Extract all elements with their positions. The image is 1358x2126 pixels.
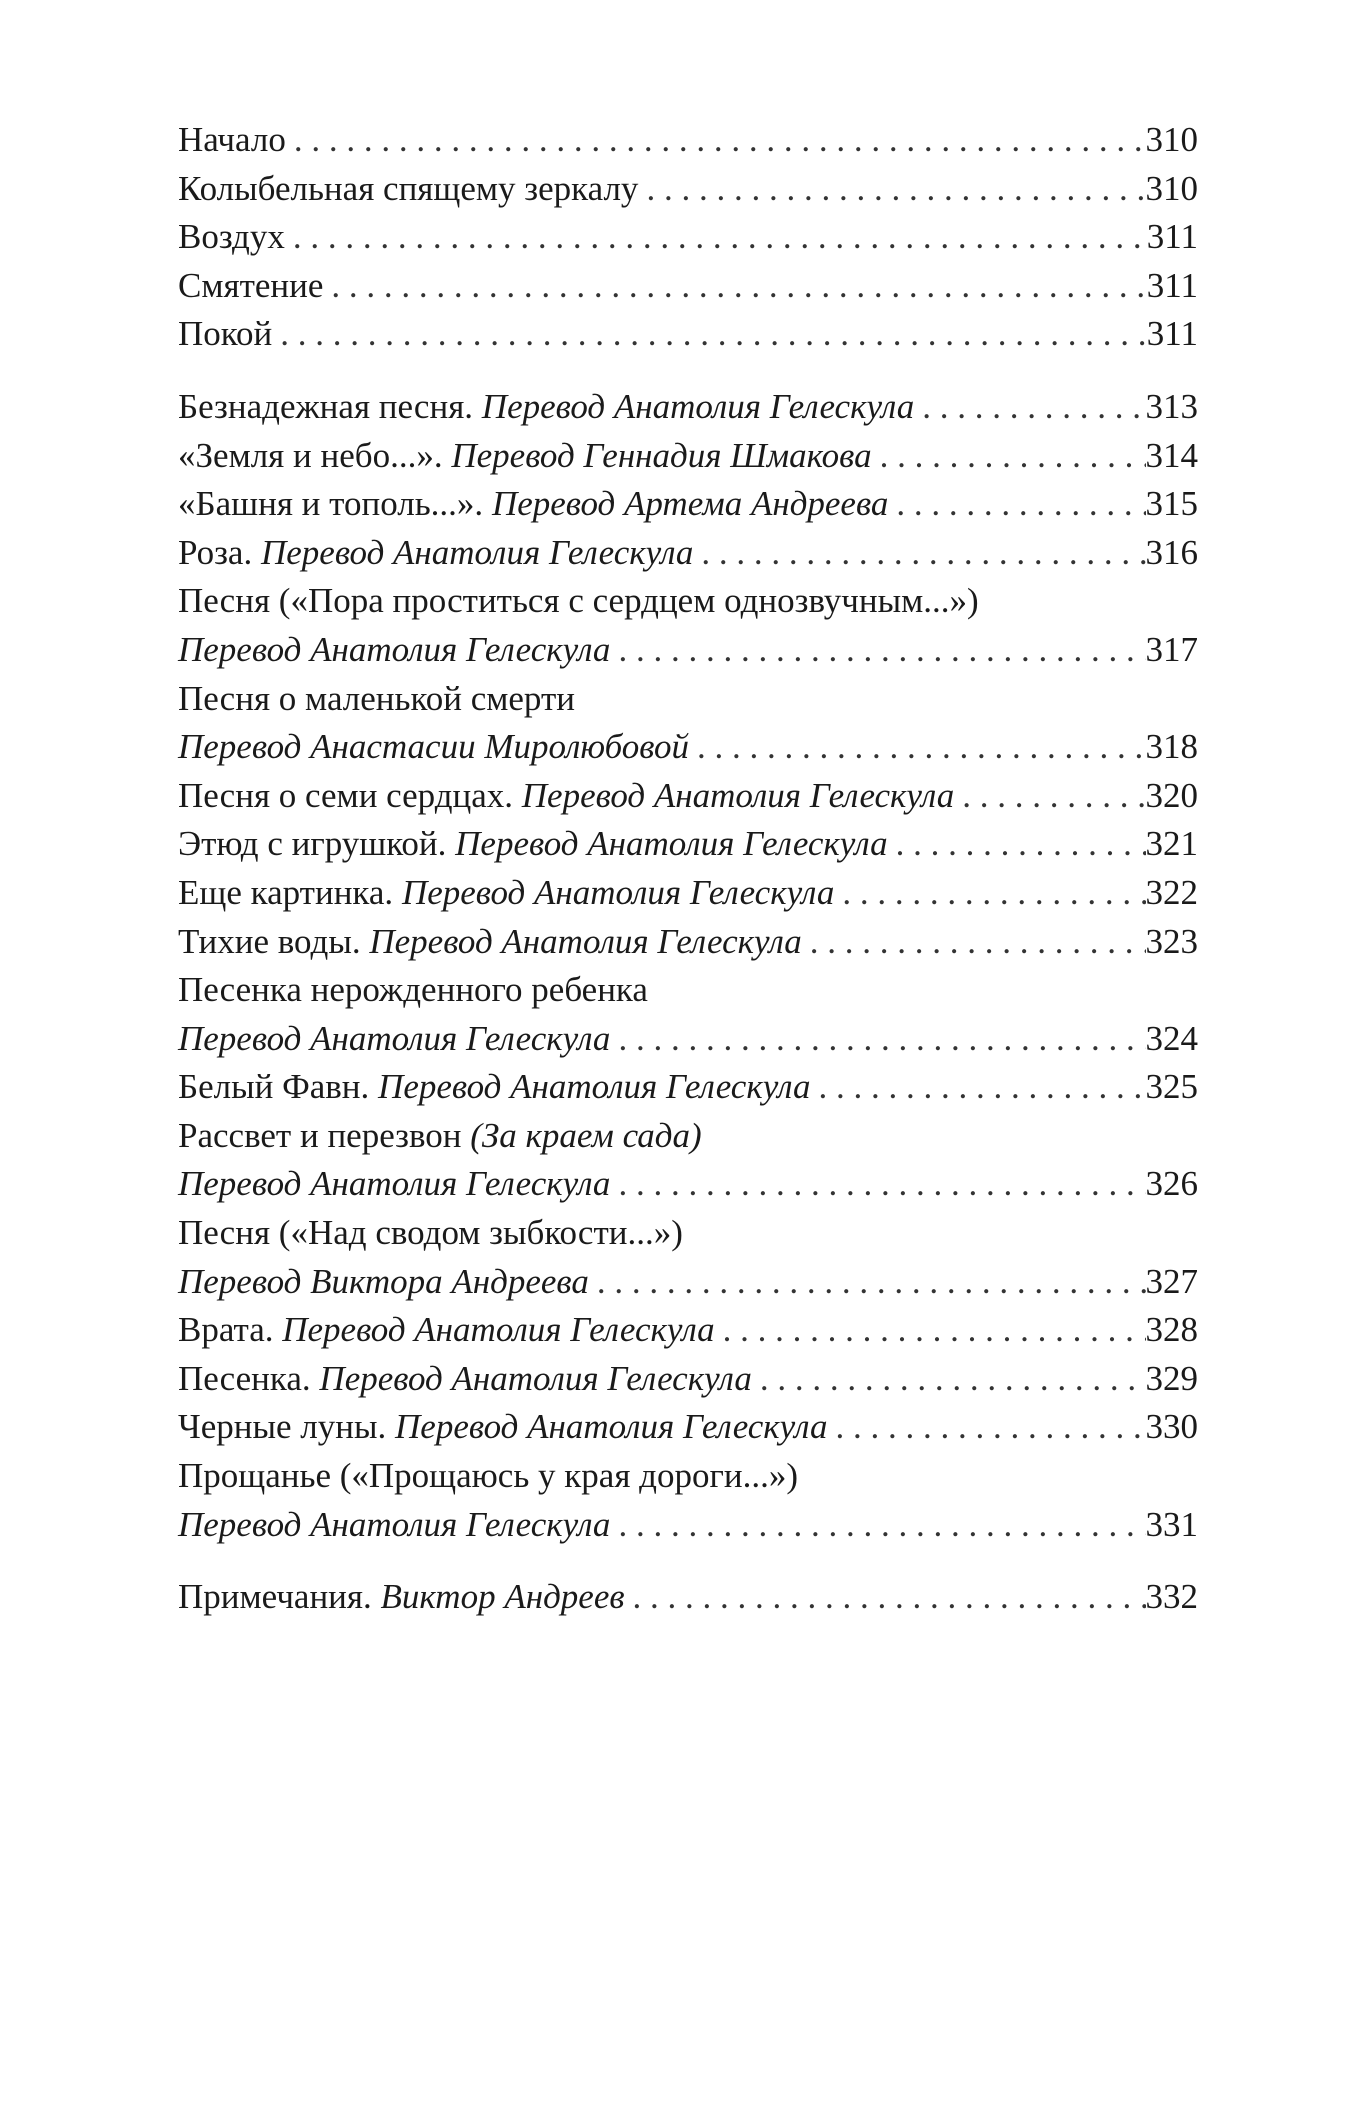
dot-leader bbox=[914, 383, 1145, 432]
dot-leader bbox=[810, 1063, 1145, 1112]
toc-entry bbox=[178, 310, 1198, 359]
entry-subtitle: (За краем сада) bbox=[470, 1115, 702, 1155]
dot-leader bbox=[872, 432, 1146, 481]
toc-entry bbox=[178, 1573, 1198, 1622]
entry-title-with-translator bbox=[178, 480, 888, 529]
page-number: 327 bbox=[1145, 1261, 1198, 1301]
toc-entry-title-line bbox=[178, 966, 1198, 1015]
page-number: 328 bbox=[1145, 1310, 1198, 1350]
toc-entry bbox=[178, 1306, 1198, 1355]
toc-entry-title-line bbox=[178, 1112, 1198, 1161]
toc-entry bbox=[178, 116, 1198, 165]
entry-translator: Перевод Виктора Андреева bbox=[178, 1261, 589, 1301]
entry-title: Покой bbox=[178, 314, 273, 354]
entry-translator: Перевод Анатолия Гелескула bbox=[521, 775, 955, 815]
entry-translator: Перевод Анатолия Гелескула bbox=[395, 1407, 828, 1447]
entry-title: Безнадежная песня. bbox=[178, 386, 474, 426]
entry-title-with-translator bbox=[178, 1306, 715, 1355]
entry-title-with-subtitle bbox=[178, 1112, 702, 1161]
dot-leader bbox=[285, 213, 1147, 262]
page-number: 311 bbox=[1146, 314, 1198, 354]
toc-entry-translator-line bbox=[178, 1160, 1198, 1209]
entry-title-with-translator bbox=[178, 1355, 752, 1404]
entry-title: Начало bbox=[178, 120, 286, 159]
dot-leader bbox=[323, 262, 1146, 311]
entry-title-with-translator bbox=[178, 432, 872, 481]
entry-title-with-translator bbox=[178, 820, 888, 869]
entry-translator: Перевод Анатолия Гелескула bbox=[178, 1164, 611, 1204]
entry-title: Тихие воды. bbox=[178, 921, 361, 961]
entry-translator: Перевод Анатолия Гелескула bbox=[178, 1018, 611, 1058]
dot-leader bbox=[272, 310, 1147, 359]
entry-translator: Перевод Анатолия Гелескула bbox=[455, 824, 888, 864]
entry-title-with-translator bbox=[178, 1403, 827, 1452]
entry-title: Воздух bbox=[178, 217, 285, 257]
toc-entry bbox=[178, 1063, 1198, 1112]
toc-entry-translator-line bbox=[178, 1015, 1198, 1064]
toc-entry bbox=[178, 918, 1198, 967]
entry-title: Еще картинка. bbox=[178, 872, 394, 912]
toc-entry bbox=[178, 213, 1198, 262]
entry-title: Колыбельная спящему зеркалу bbox=[178, 168, 639, 208]
entry-title: Песня о маленькой смерти bbox=[178, 678, 575, 718]
entry-title-with-translator bbox=[178, 869, 834, 918]
page-number: 311 bbox=[1146, 265, 1198, 305]
page-number: 310 bbox=[1145, 120, 1198, 159]
page-number: 331 bbox=[1145, 1504, 1198, 1544]
entry-translator: Перевод Анатолия Гелескула bbox=[260, 532, 694, 572]
page-number: 325 bbox=[1145, 1067, 1198, 1107]
dot-leader bbox=[752, 1355, 1146, 1404]
toc-entry-title-line bbox=[178, 1452, 1198, 1501]
toc-entry-title-line bbox=[178, 577, 1198, 626]
page-number: 315 bbox=[1145, 484, 1198, 524]
dot-leader bbox=[689, 723, 1146, 772]
entry-title: Рассвет и перезвон bbox=[178, 1115, 462, 1155]
dot-leader bbox=[715, 1306, 1146, 1355]
dot-leader bbox=[286, 116, 1146, 165]
entry-translator: Перевод Анатолия Гелескула bbox=[319, 1358, 752, 1398]
dot-leader bbox=[888, 480, 1145, 529]
entry-title: «Башня и тополь...». bbox=[178, 484, 484, 524]
page-number: 320 bbox=[1145, 775, 1198, 815]
entry-title: Примечания. bbox=[178, 1577, 372, 1617]
entry-title-with-translator bbox=[178, 918, 802, 967]
dot-leader bbox=[954, 772, 1145, 821]
toc-entry-translator-line bbox=[178, 723, 1198, 772]
entry-translator: Перевод Анастасии Миролюбовой bbox=[178, 727, 689, 767]
entry-translator: Перевод Анатолия Гелескула bbox=[378, 1067, 811, 1107]
entry-title: Песня («Пора проститься с сердцем однозвучным...») bbox=[178, 581, 979, 621]
entry-translator: Перевод Анатолия Гелескула bbox=[178, 629, 611, 669]
entry-title: Песенка. bbox=[178, 1358, 311, 1398]
page-number: 314 bbox=[1145, 435, 1198, 475]
entry-title: Врата. bbox=[178, 1310, 274, 1350]
page-number: 311 bbox=[1146, 217, 1198, 257]
page-number: 322 bbox=[1145, 872, 1198, 912]
page-number: 326 bbox=[1145, 1164, 1198, 1204]
entry-translator: Перевод Анатолия Гелескула bbox=[481, 386, 915, 426]
page-number: 310 bbox=[1145, 168, 1198, 208]
dot-leader bbox=[638, 165, 1145, 214]
entry-title-with-translator bbox=[178, 772, 954, 821]
entry-title-with-translator bbox=[178, 529, 693, 578]
toc-entry-title-line bbox=[178, 1209, 1198, 1258]
page-number: 321 bbox=[1145, 824, 1198, 864]
toc-entry bbox=[178, 1355, 1198, 1404]
toc-entry bbox=[178, 383, 1198, 432]
dot-leader bbox=[610, 1015, 1145, 1064]
dot-leader bbox=[888, 820, 1146, 869]
toc-entry-title-line bbox=[178, 675, 1198, 724]
entry-title: Смятение bbox=[178, 265, 324, 305]
entry-title: Черные луны. bbox=[178, 1407, 387, 1447]
toc-entry bbox=[178, 772, 1198, 821]
entry-title: Песенка нерожденного ребенка bbox=[178, 970, 648, 1010]
page-number: 330 bbox=[1145, 1407, 1198, 1447]
toc-entry-translator-line bbox=[178, 1258, 1198, 1307]
dot-leader bbox=[610, 626, 1145, 675]
table-of-contents bbox=[178, 116, 1198, 1622]
dot-leader bbox=[610, 1501, 1145, 1550]
page-number: 332 bbox=[1145, 1577, 1198, 1617]
toc-entry-translator-line bbox=[178, 1501, 1198, 1550]
dot-leader bbox=[827, 1403, 1145, 1452]
dot-leader bbox=[693, 529, 1145, 578]
page-number: 317 bbox=[1145, 629, 1198, 669]
entry-title: Прощанье («Прощаюсь у края дороги...») bbox=[178, 1456, 798, 1496]
page-number: 316 bbox=[1145, 532, 1198, 572]
section-gap bbox=[178, 359, 1198, 383]
page-number: 313 bbox=[1145, 386, 1198, 426]
entry-translator: Перевод Анатолия Гелескула bbox=[178, 1504, 611, 1544]
entry-translator: Перевод Артема Андреева bbox=[491, 484, 889, 524]
toc-entry bbox=[178, 262, 1198, 311]
entry-title: Этюд с игрушкой. bbox=[178, 824, 447, 864]
entry-title-with-translator bbox=[178, 1063, 810, 1112]
page-number: 324 bbox=[1145, 1018, 1198, 1058]
entry-title: Белый Фавн. bbox=[178, 1067, 370, 1107]
toc-entry bbox=[178, 869, 1198, 918]
toc-entry bbox=[178, 432, 1198, 481]
entry-title-with-translator bbox=[178, 383, 914, 432]
entry-translator: Перевод Анатолия Гелескула bbox=[401, 872, 835, 912]
dot-leader bbox=[625, 1573, 1146, 1622]
page-number: 323 bbox=[1145, 921, 1198, 961]
entry-translator: Перевод Анатолия Гелескула bbox=[369, 921, 802, 961]
dot-leader bbox=[589, 1258, 1146, 1307]
entry-title-with-author bbox=[178, 1573, 625, 1622]
toc-entry-translator-line bbox=[178, 626, 1198, 675]
section-gap bbox=[178, 1549, 1198, 1573]
dot-leader bbox=[802, 918, 1146, 967]
page-number: 318 bbox=[1145, 727, 1198, 767]
toc-entry bbox=[178, 820, 1198, 869]
toc-entry bbox=[178, 1403, 1198, 1452]
entry-translator: Перевод Анатолия Гелескула bbox=[282, 1310, 715, 1350]
entry-title: Песня («Над сводом зыбкости...») bbox=[178, 1213, 683, 1253]
entry-title: Песня о семи сердцах. bbox=[178, 775, 514, 815]
dot-leader bbox=[610, 1160, 1145, 1209]
toc-entry bbox=[178, 480, 1198, 529]
entry-title: «Земля и небо...». bbox=[178, 435, 443, 475]
entry-translator: Перевод Геннадия Шмакова bbox=[451, 435, 872, 475]
entry-title: Роза. bbox=[178, 532, 253, 572]
dot-leader bbox=[834, 869, 1145, 918]
toc-entry bbox=[178, 165, 1198, 214]
entry-author: Виктор Андреев bbox=[380, 1577, 625, 1617]
page-number: 329 bbox=[1145, 1358, 1198, 1398]
toc-entry bbox=[178, 529, 1198, 578]
